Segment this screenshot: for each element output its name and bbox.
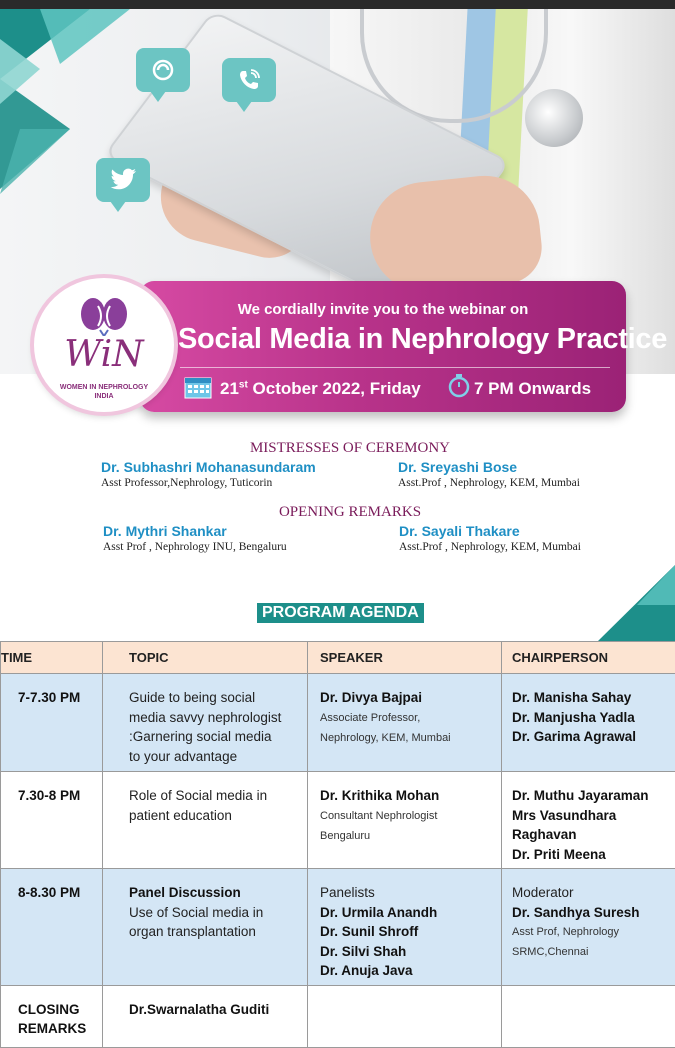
ceremony-title: MISTRESSES OF CEREMONY — [0, 440, 675, 457]
table-row — [1, 674, 675, 772]
row3-chair — [502, 869, 675, 966]
closing-line: REMARKS — [18, 1019, 86, 1039]
opening-left-role: Asst Prof , Nephrology INU, Bengaluru — [103, 541, 287, 553]
speaker-name: Dr. Divya Bajpai — [320, 688, 485, 708]
speaker-detail: Consultant Nephrologist Bengaluru — [320, 806, 485, 846]
topic-line: media savvy nephrologist — [129, 708, 291, 728]
chair-name: Dr. Priti Meena — [512, 845, 659, 865]
logo-line2: INDIA — [34, 392, 174, 401]
logo-caption — [34, 383, 174, 401]
top-border — [0, 0, 675, 9]
header-topic: TOPIC — [103, 642, 308, 674]
row3-topic — [103, 869, 307, 946]
kidney-icon — [76, 296, 132, 336]
teal-triangle-decoration — [597, 565, 675, 642]
topic-line: organ transplantation — [129, 922, 291, 942]
agenda-title: PROGRAM AGENDA — [257, 603, 424, 623]
stethoscope-icon — [525, 89, 583, 147]
logo-line1: WOMEN IN NEPHROLOGY — [34, 383, 174, 392]
table-row — [1, 772, 675, 869]
topic-heading: Panel Discussion — [129, 883, 291, 903]
phone-bubble-icon — [222, 58, 276, 102]
opening-title: OPENING REMARKS — [0, 504, 675, 521]
panelist-name: Dr. Urmila Anandh — [320, 903, 485, 923]
row1-topic — [103, 674, 307, 770]
row1-speaker — [308, 674, 501, 752]
panelists-label: Panelists — [320, 883, 485, 903]
row2-speaker — [308, 772, 501, 850]
topic-line: Role of Social media in — [129, 786, 291, 806]
topic-line: patient education — [129, 806, 291, 826]
chat-bubble-icon — [136, 48, 190, 92]
header-chairperson: CHAIRPERSON — [502, 642, 675, 674]
moderator-detail: Asst Prof, Nephrology — [512, 922, 659, 942]
clock-icon — [448, 374, 470, 398]
agenda-table — [0, 641, 675, 1048]
chair-name: Dr. Garima Agrawal — [512, 727, 659, 747]
chair-name: Dr. Manisha Sahay — [512, 688, 659, 708]
table-row — [1, 869, 675, 986]
row1-chair — [502, 674, 675, 751]
row2-chair — [502, 772, 675, 868]
panelist-name: Dr. Anuja Java — [320, 961, 485, 981]
header-time: TIME — [1, 642, 103, 674]
table-row — [1, 985, 675, 1047]
event-time: 7 PM Onwards — [474, 379, 591, 399]
date-rest: October 2022, Friday — [248, 379, 421, 398]
opening-right-role: Asst.Prof , Nephrology, KEM, Mumbai — [399, 541, 581, 553]
row1-time: 7-7.30 PM — [1, 674, 102, 712]
twitter-bird-icon — [96, 158, 150, 202]
row2-time: 7.30-8 PM — [1, 772, 102, 810]
invite-text: We cordially invite you to the webinar on — [140, 301, 626, 318]
date-day: 21 — [220, 379, 239, 398]
header-speaker: SPEAKER — [308, 642, 502, 674]
speaker-detail: Associate Professor, — [320, 708, 485, 728]
row3-time: 8-8.30 PM — [1, 869, 102, 907]
calendar-icon — [184, 375, 212, 399]
mc-right-role: Asst.Prof , Nephrology, KEM, Mumbai — [398, 477, 580, 489]
topic-line: Use of Social media in — [129, 903, 291, 923]
chair-name: Dr. Muthu Jayaraman — [512, 786, 659, 806]
event-date — [220, 379, 421, 399]
date-suffix: st — [239, 379, 248, 390]
panelist-name: Dr. Silvi Shah — [320, 942, 485, 962]
speaker-detail: Nephrology, KEM, Mumbai — [320, 728, 485, 748]
moderator-label: Moderator — [512, 883, 659, 903]
speaker-name: Dr. Krithika Mohan — [320, 786, 485, 806]
mc-right-name: Dr. Sreyashi Bose — [398, 459, 517, 475]
webinar-title: Social Media in Nephrology Practice — [178, 323, 667, 356]
logo-letters: WiN — [34, 334, 174, 375]
row2-topic — [103, 772, 307, 829]
chair-name: Mrs Vasundhara Raghavan — [512, 806, 659, 845]
row3-speaker — [308, 869, 501, 985]
moderator-detail: SRMC,Chennai — [512, 942, 659, 962]
row4-topic: Dr.Swarnalatha Guditi — [103, 986, 307, 1024]
mc-left-name: Dr. Subhashri Mohanasundaram — [101, 459, 316, 475]
divider — [180, 367, 610, 368]
win-logo — [34, 278, 174, 412]
topic-line: :Garnering social media — [129, 727, 291, 747]
closing-line: CLOSING — [18, 1000, 86, 1020]
row4-time — [1, 986, 102, 1043]
opening-right-name: Dr. Sayali Thakare — [399, 523, 520, 539]
panelist-name: Dr. Sunil Shroff — [320, 922, 485, 942]
webinar-banner — [140, 281, 626, 412]
mc-left-role: Asst Professor,Nephrology, Tuticorin — [101, 477, 272, 489]
moderator-name: Dr. Sandhya Suresh — [512, 903, 659, 923]
topic-line: Guide to being social — [129, 688, 291, 708]
opening-left-name: Dr. Mythri Shankar — [103, 523, 227, 539]
chair-name: Dr. Manjusha Yadla — [512, 708, 659, 728]
table-header — [1, 642, 675, 674]
topic-line: to your advantage — [129, 747, 291, 767]
